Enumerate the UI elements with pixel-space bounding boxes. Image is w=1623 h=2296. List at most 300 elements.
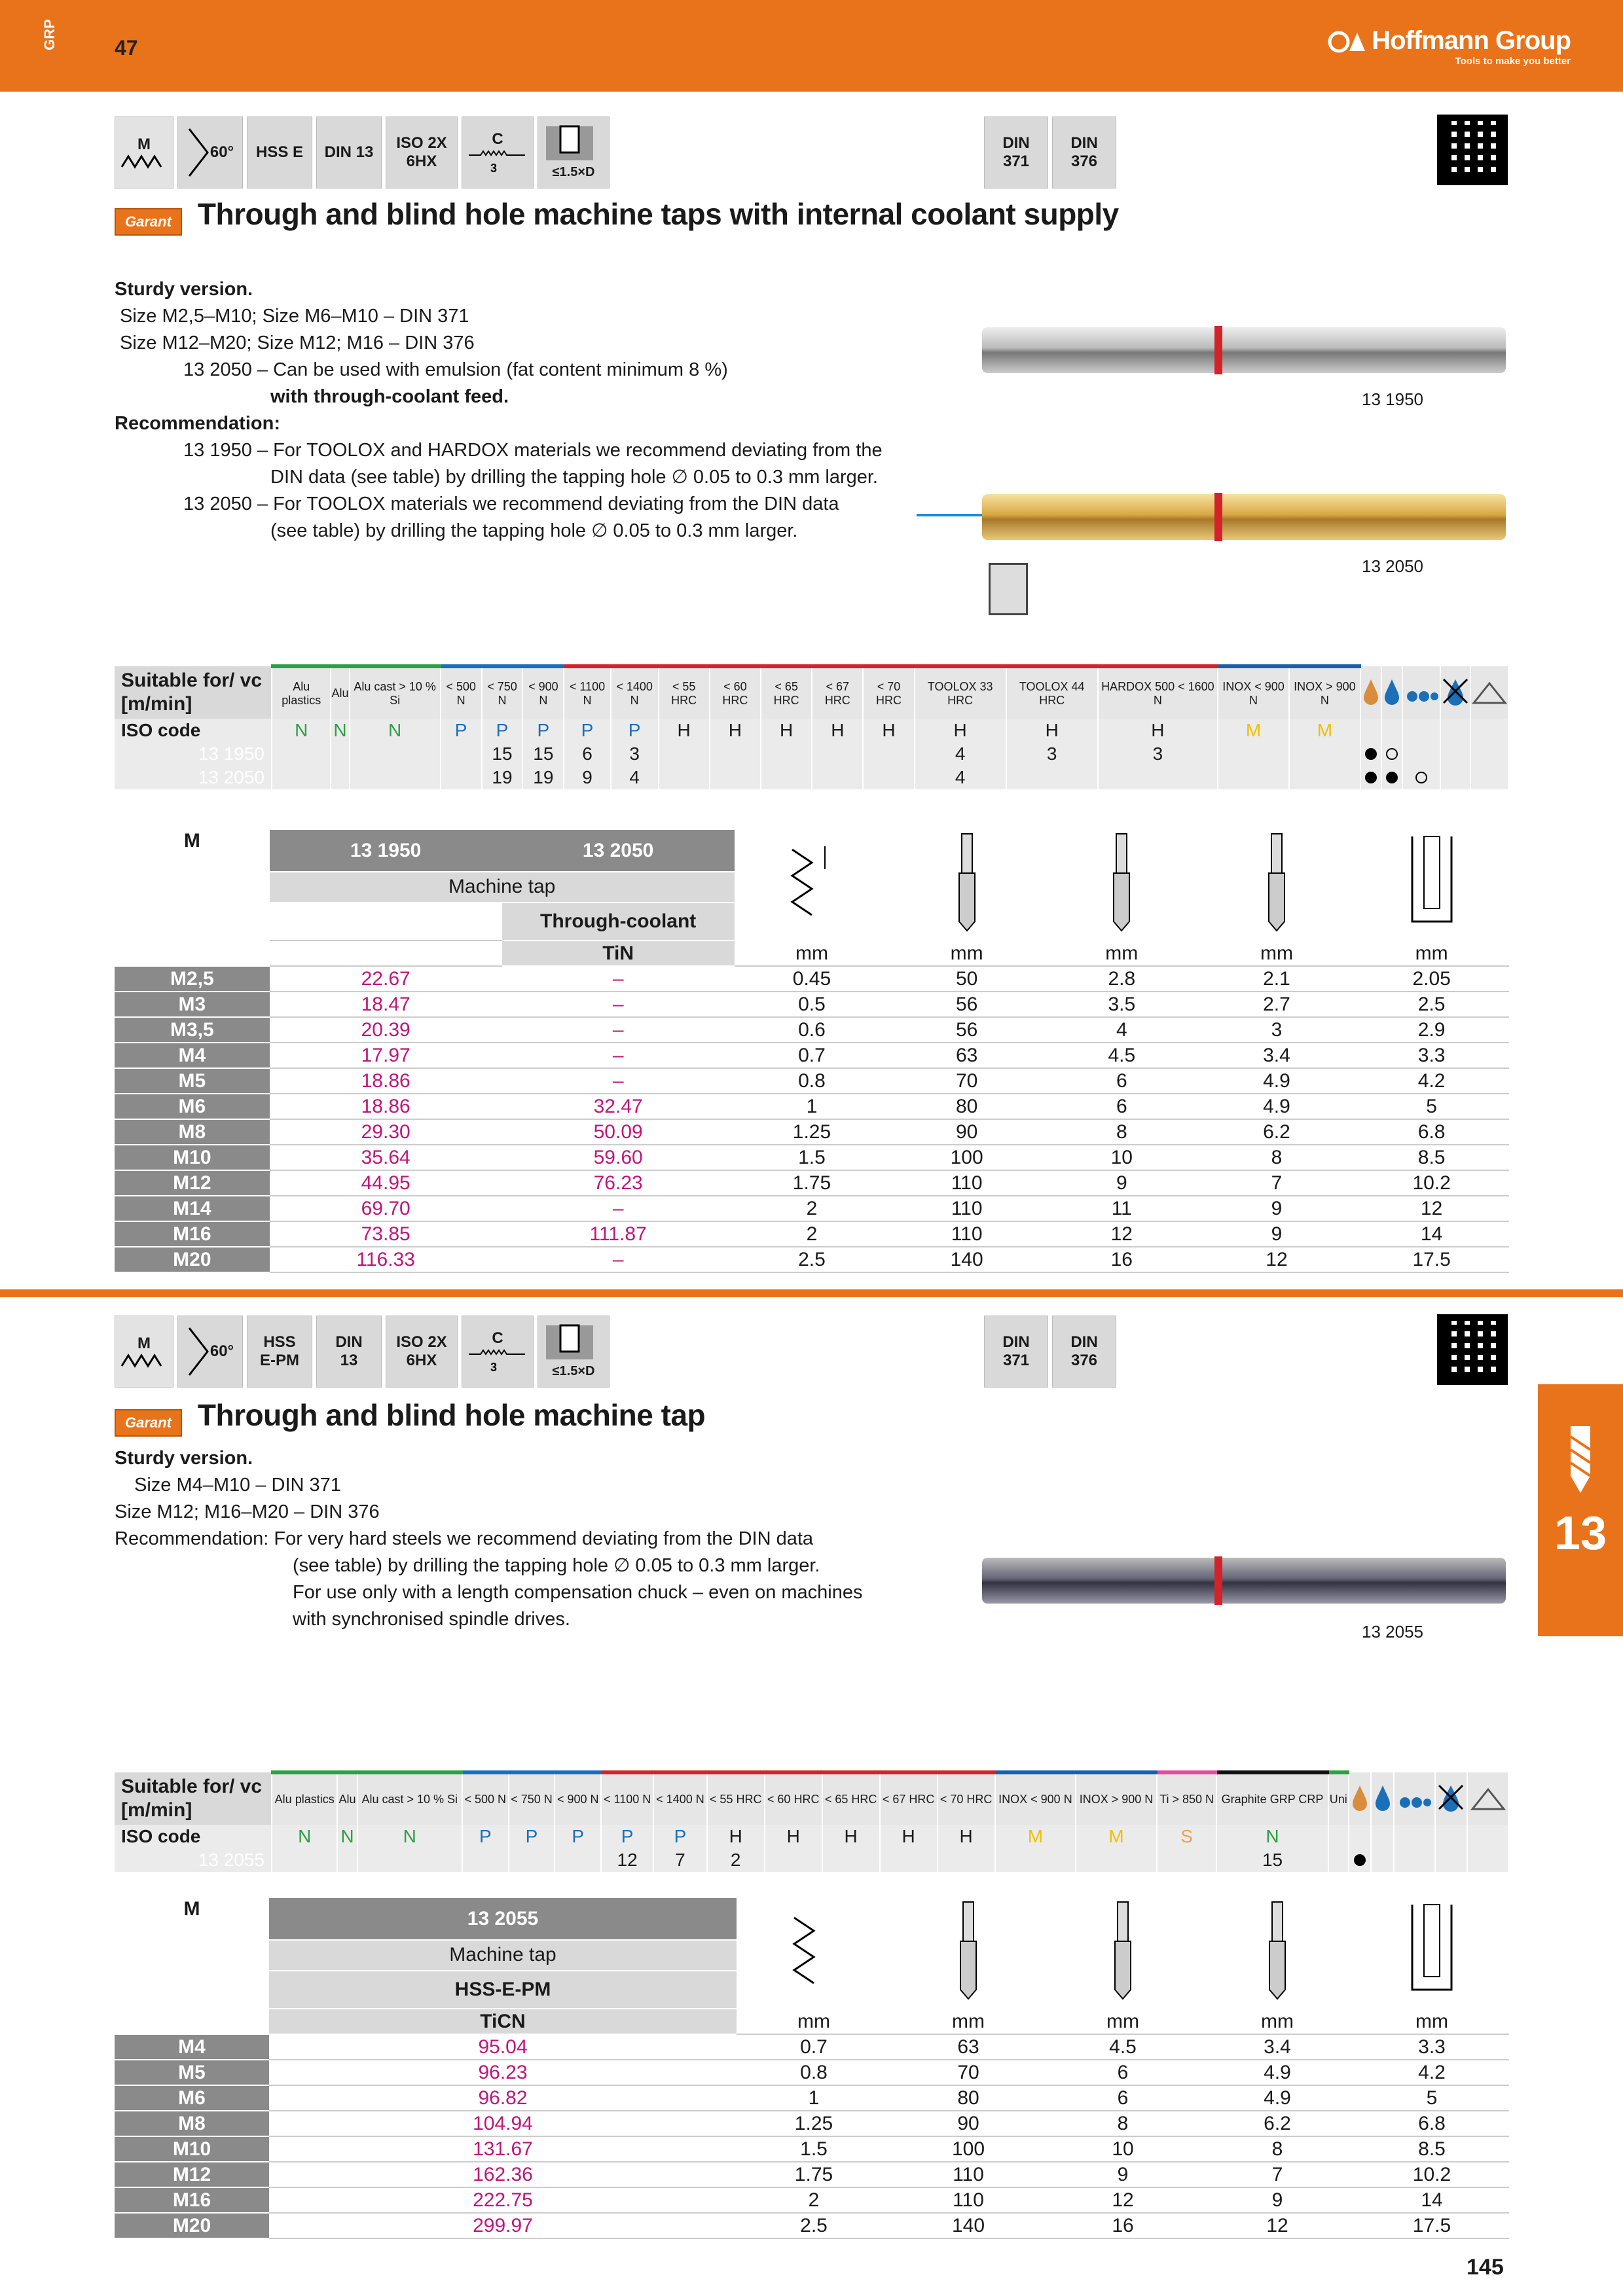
din-371: DIN 371 <box>984 1316 1048 1388</box>
value-cell: 5 <box>1355 2085 1509 2111</box>
value-cell: 63 <box>889 1043 1044 1068</box>
coolant-arrow-icon <box>917 514 982 516</box>
suit-value: 3 <box>611 742 659 766</box>
value-cell: 6.2 <box>1200 2111 1355 2136</box>
price-cell: 69.70 <box>270 1196 502 1221</box>
value-cell: 4 <box>1044 1017 1199 1043</box>
table-row <box>115 2085 1509 2111</box>
tool-image-131950 <box>982 327 1506 373</box>
angle-icon: 60° <box>177 117 243 188</box>
desc-line: Recommendation: For very hard steels we recommend deviating from the DIN data <box>115 1528 814 1549</box>
iso-cell: M <box>1218 719 1289 742</box>
svg-text:3: 3 <box>490 162 498 175</box>
unit: mm <box>1355 2009 1509 2034</box>
suit-col: < 1400 N <box>653 1772 707 1825</box>
value-cell: 9 <box>1199 1196 1355 1221</box>
suit-col: < 55 HRC <box>707 1772 765 1825</box>
iso-cell: H <box>863 719 914 742</box>
value-cell: 2 <box>735 1221 890 1247</box>
spec-symbols-2 <box>115 1316 610 1388</box>
value-cell: 2.7 <box>1199 992 1355 1017</box>
suit-col: Ti > 850 N <box>1157 1772 1217 1825</box>
table-row <box>115 2060 1509 2085</box>
suit-col: < 900 N <box>522 666 564 719</box>
value-cell: 1.25 <box>735 1119 890 1145</box>
suit-value <box>441 766 482 789</box>
value-cell: 10.2 <box>1354 1170 1509 1196</box>
value-cell: 110 <box>889 1170 1044 1196</box>
square-icon <box>1200 1898 1355 2009</box>
chapter-number: 13 <box>1554 1507 1607 1560</box>
coolant-mark <box>1360 742 1381 766</box>
chamfer-c-icon: C 3 <box>462 1316 534 1388</box>
suit-col: < 65 HRC <box>761 666 812 719</box>
brand-logo <box>1327 26 1571 67</box>
blind-hole-icon: ≤1.5×D <box>538 1316 610 1388</box>
brand-tagline: Tools to make you better <box>1455 56 1571 67</box>
value-cell: 12 <box>1354 1196 1509 1221</box>
suit-value <box>272 742 331 766</box>
table-row <box>115 2187 1509 2213</box>
value-cell: 9 <box>1200 2187 1355 2213</box>
suit-value <box>1157 1848 1217 1872</box>
coolant-mark <box>1349 1848 1372 1872</box>
value-cell: 4.9 <box>1199 1094 1355 1119</box>
page-number: 145 <box>1467 2255 1504 2280</box>
value-cell: 12 <box>1044 1221 1199 1247</box>
value-cell: 16 <box>1044 1247 1199 1272</box>
sub-header: Machine tap <box>269 1940 737 1971</box>
product-title-2 <box>115 1397 705 1437</box>
tool-label: 13 1950 <box>1362 389 1423 409</box>
shank-icon <box>1046 1898 1200 2009</box>
value-cell: 4.5 <box>1044 1043 1199 1068</box>
suit-value <box>822 1848 880 1872</box>
desc-line: Sturdy version. <box>115 1448 253 1469</box>
coolant-hole-icon <box>989 563 1028 615</box>
value-cell: 1.5 <box>735 1145 890 1170</box>
din-371: DIN 371 <box>984 117 1048 188</box>
price-cell: 44.95 <box>270 1170 502 1196</box>
chapter-page: 47 <box>115 36 138 60</box>
brand-name: Hoffmann Group <box>1372 26 1571 55</box>
value-cell: 4.9 <box>1199 1068 1355 1094</box>
value-cell: 50 <box>889 966 1044 992</box>
suit-col: < 67 HRC <box>880 1772 938 1825</box>
table-row <box>115 1196 1509 1221</box>
price-cell: 95.04 <box>269 2034 737 2060</box>
iso-cell: N <box>357 1825 462 1848</box>
table-row <box>115 1247 1509 1272</box>
table-row <box>115 2111 1509 2136</box>
value-cell: 7 <box>1200 2162 1355 2187</box>
unit: mm <box>1044 941 1199 966</box>
desc-line: DIN data (see table) by drilling the tapping hole ∅ 0.05 to 0.3 mm larger. <box>270 467 878 488</box>
iso-cell: H <box>761 719 812 742</box>
value-cell: 100 <box>891 2136 1046 2162</box>
suit-col: < 65 HRC <box>822 1772 880 1825</box>
size-cell: M16 <box>115 2187 269 2213</box>
iso-cell: P <box>564 719 610 742</box>
suit-col: INOX < 900 N <box>995 1772 1076 1825</box>
size-cell: M8 <box>115 2111 269 2136</box>
size-cell: M8 <box>115 1119 270 1145</box>
suit-value: 9 <box>564 766 610 789</box>
price-cell: 96.23 <box>269 2060 737 2085</box>
value-cell: 0.6 <box>735 1017 890 1043</box>
oil-drop-icon <box>1381 666 1402 719</box>
table-row <box>115 1017 1509 1043</box>
suit-value <box>659 766 710 789</box>
price-cell: 59.60 <box>502 1145 735 1170</box>
suit-value: 7 <box>653 1848 707 1872</box>
value-cell: 4.5 <box>1046 2034 1200 2060</box>
suit-value <box>880 1848 938 1872</box>
iso-cell <box>1328 1825 1349 1848</box>
iso-cell: N <box>1216 1825 1328 1848</box>
value-cell: 1.25 <box>737 2111 891 2136</box>
iso-cell: N <box>350 719 441 742</box>
suit-col: TOOLOX 33 HRC <box>915 666 1006 719</box>
iso-cell: S <box>1157 1825 1217 1848</box>
coolant-mark <box>1435 1848 1468 1872</box>
desc-line: with through-coolant feed. <box>270 386 509 407</box>
price-cell: 116.33 <box>270 1247 502 1272</box>
price-cell: – <box>502 1068 735 1094</box>
table-row <box>115 1119 1509 1145</box>
value-cell: 10.2 <box>1355 2162 1509 2187</box>
title-text: Through and blind hole machine taps with internal coolant supply <box>197 197 1119 231</box>
size-cell: M5 <box>115 2060 269 2085</box>
value-cell: 70 <box>891 2060 1046 2085</box>
price-cell: 18.86 <box>270 1094 502 1119</box>
suit-value <box>812 742 863 766</box>
value-cell: 2 <box>737 2187 891 2213</box>
size-cell: M10 <box>115 1145 270 1170</box>
suit-col: < 67 HRC <box>812 666 863 719</box>
unit: mm <box>1046 2009 1200 2034</box>
value-cell: 17.5 <box>1354 1247 1509 1272</box>
size-cell: M3,5 <box>115 1017 270 1043</box>
suit-col: < 70 HRC <box>938 1772 995 1825</box>
coolant-mark <box>1402 742 1440 766</box>
suit-value <box>659 742 710 766</box>
coolant-mark <box>1394 1848 1435 1872</box>
price-cell: 50.09 <box>502 1119 735 1145</box>
coating-header: TiCN <box>269 2009 737 2034</box>
suit-value: 4 <box>611 766 659 789</box>
value-cell: 2.5 <box>735 1247 890 1272</box>
suitability-table-1 <box>115 664 1509 789</box>
size-cell: M20 <box>115 1247 270 1272</box>
unit: mm <box>1354 941 1509 966</box>
suit-value <box>337 1848 357 1872</box>
value-cell: 110 <box>889 1196 1044 1221</box>
data-table-2 <box>115 1898 1509 2239</box>
suit-value <box>272 1848 337 1872</box>
value-cell: 8 <box>1044 1119 1199 1145</box>
value-cell: 1 <box>737 2085 891 2111</box>
iso-cell: H <box>915 719 1006 742</box>
coolant-mark <box>1360 766 1381 789</box>
iso-cell: P <box>611 719 659 742</box>
suit-col: < 60 HRC <box>710 666 761 719</box>
suit-value: 19 <box>482 766 523 789</box>
iso-cell: H <box>1098 719 1218 742</box>
price-cell: 73.85 <box>270 1221 502 1247</box>
suit-value <box>1289 742 1360 766</box>
value-cell: 0.7 <box>735 1043 890 1068</box>
pitch-icon <box>737 1898 891 2009</box>
price-cell: 20.39 <box>270 1017 502 1043</box>
din-symbols-2 <box>984 1316 1116 1388</box>
size-cell: M12 <box>115 2162 269 2187</box>
data-table-1 <box>115 830 1509 1273</box>
suit-value <box>1289 766 1360 789</box>
desc-line: Size M12–M20; Size M12; M16 – DIN 376 <box>120 332 475 353</box>
value-cell: 2.05 <box>1354 966 1509 992</box>
size-cell: M6 <box>115 1094 270 1119</box>
value-cell: 11 <box>1044 1196 1199 1221</box>
suit-value <box>1076 1848 1157 1872</box>
coolant-mark <box>1402 766 1440 789</box>
value-cell: 110 <box>889 1221 1044 1247</box>
suit-value: 4 <box>915 766 1006 789</box>
value-cell: 3.5 <box>1044 992 1199 1017</box>
table-row <box>115 1094 1509 1119</box>
value-cell: 100 <box>889 1145 1044 1170</box>
dry-icon <box>1440 666 1470 719</box>
price-cell: 35.64 <box>270 1145 502 1170</box>
unit: mm <box>891 2009 1046 2034</box>
size-cell: M16 <box>115 1221 270 1247</box>
drill-hole-icon <box>1354 830 1509 941</box>
iso-cell: H <box>880 1825 938 1848</box>
value-cell: 140 <box>891 2213 1046 2238</box>
value-cell: 6 <box>1046 2060 1200 2085</box>
value-cell: 9 <box>1046 2162 1200 2187</box>
suit-value: 15 <box>482 742 523 766</box>
desc-line: For use only with a length compensation chuck – even on machines <box>293 1582 863 1603</box>
iso-cell: H <box>659 719 710 742</box>
table-row <box>115 992 1509 1017</box>
price-cell: 222.75 <box>269 2187 737 2213</box>
value-cell: 1 <box>735 1094 890 1119</box>
value-cell: 8 <box>1199 1145 1355 1170</box>
suit-value <box>812 766 863 789</box>
suit-value <box>350 766 441 789</box>
desc-line: Recommendation: <box>115 413 280 434</box>
table-row <box>115 1145 1509 1170</box>
price-cell: 104.94 <box>269 2111 737 2136</box>
value-cell: 0.5 <box>735 992 890 1017</box>
unit: mm <box>1200 2009 1355 2034</box>
price-cell: 299.97 <box>269 2213 737 2238</box>
value-cell: 0.8 <box>735 1068 890 1094</box>
value-cell: 16 <box>1046 2213 1200 2238</box>
coolant-mark <box>1440 742 1470 766</box>
drill-icon <box>1538 1424 1623 1507</box>
section-separator <box>0 1289 1623 1297</box>
qr-code-icon[interactable] <box>1437 115 1508 185</box>
suit-value <box>331 766 349 789</box>
suit-value: 15 <box>522 742 564 766</box>
value-cell: 6 <box>1046 2085 1200 2111</box>
qr-code-icon[interactable] <box>1437 1314 1508 1385</box>
price-cell: 162.36 <box>269 2162 737 2187</box>
suit-value: 12 <box>601 1848 653 1872</box>
suit-col: TOOLOX 44 HRC <box>1006 666 1098 719</box>
suit-value <box>555 1848 601 1872</box>
suit-col: < 1100 N <box>564 666 610 719</box>
suit-col: Uni <box>1328 1772 1349 1825</box>
unit: mm <box>735 941 890 966</box>
price-cell: 111.87 <box>502 1221 735 1247</box>
garant-logo: Garant <box>115 208 182 236</box>
suit-col: Alu cast > 10 % Si <box>350 666 441 719</box>
size-cell: M10 <box>115 2136 269 2162</box>
iso-cell: H <box>765 1825 822 1848</box>
value-cell: 56 <box>889 1017 1044 1043</box>
coolant-mark <box>1470 742 1508 766</box>
value-cell: 63 <box>891 2034 1046 2060</box>
value-cell: 0.7 <box>737 2034 891 2060</box>
oil-drop-icon <box>1371 1772 1394 1825</box>
suit-col: < 1400 N <box>611 666 659 719</box>
m-header: M <box>115 830 270 941</box>
svg-text:3: 3 <box>490 1361 498 1374</box>
table-row <box>115 966 1509 992</box>
value-cell: 17.5 <box>1355 2213 1509 2238</box>
air-icon <box>1467 1772 1508 1825</box>
value-cell: 6.2 <box>1199 1119 1355 1145</box>
coolant-mark <box>1440 766 1470 789</box>
iso-cell: H <box>1006 719 1098 742</box>
value-cell: 12 <box>1199 1247 1355 1272</box>
value-cell: 12 <box>1046 2187 1200 2213</box>
iso-cell: P <box>482 719 523 742</box>
table-row <box>115 1221 1509 1247</box>
filled-dot-icon <box>1365 748 1377 760</box>
price-cell: 96.82 <box>269 2085 737 2111</box>
iso-cell: H <box>812 719 863 742</box>
spec-symbols-1 <box>115 117 610 188</box>
table-row <box>115 1068 1509 1094</box>
suit-col: < 70 HRC <box>863 666 914 719</box>
suit-col: Alu <box>337 1772 357 1825</box>
chamfer-c-icon: C 3 <box>462 117 534 188</box>
value-cell: 8.5 <box>1355 2136 1509 2162</box>
suit-col: < 1100 N <box>601 1772 653 1825</box>
drill-hole-icon <box>1355 1898 1509 2009</box>
iso-cell: N <box>272 1825 337 1848</box>
size-cell: M6 <box>115 2085 269 2111</box>
value-cell: 90 <box>889 1119 1044 1145</box>
suit-value <box>863 766 914 789</box>
value-cell: 9 <box>1044 1170 1199 1196</box>
suit-label: Suitable for/ vc [m/min] <box>115 1772 272 1825</box>
value-cell: 0.45 <box>735 966 890 992</box>
metric-thread-icon: M <box>115 117 173 188</box>
suit-col: < 750 N <box>482 666 523 719</box>
unit: mm <box>889 941 1044 966</box>
size-cell: M20 <box>115 2213 269 2238</box>
value-cell: 0.8 <box>737 2060 891 2085</box>
price-cell: 18.86 <box>270 1068 502 1094</box>
value-cell: 8.5 <box>1354 1145 1509 1170</box>
value-cell: 6 <box>1044 1068 1199 1094</box>
price-cell: 131.67 <box>269 2136 737 2162</box>
iso-cell: N <box>272 719 331 742</box>
iso-cell: M <box>1076 1825 1157 1848</box>
pitch-icon <box>735 830 890 941</box>
size-cell: M12 <box>115 1170 270 1196</box>
price-cell: 29.30 <box>270 1119 502 1145</box>
suit-value <box>509 1848 555 1872</box>
price-cell: 76.23 <box>502 1170 735 1196</box>
unit: mm <box>1199 941 1355 966</box>
iso-label: ISO code <box>115 1825 272 1848</box>
coolant-mark <box>1467 1848 1508 1872</box>
desc-line: with synchronised spindle drives. <box>293 1609 570 1630</box>
suit-value <box>710 766 761 789</box>
suit-col: Alu cast > 10 % Si <box>357 1772 462 1825</box>
value-cell: 2.9 <box>1354 1017 1509 1043</box>
value-cell: 80 <box>889 1094 1044 1119</box>
value-cell: 90 <box>891 2111 1046 2136</box>
iso-cell: P <box>522 719 564 742</box>
value-cell: 2.8 <box>1044 966 1199 992</box>
air-icon <box>1470 666 1508 719</box>
emulsion-drop-icon <box>1349 1772 1372 1825</box>
value-cell: 2.1 <box>1199 966 1355 992</box>
tool-image-132050 <box>982 494 1506 540</box>
article-code: 13 2055 <box>115 1848 272 1872</box>
group-header: 13 2055 <box>269 1898 737 1940</box>
price-cell: – <box>502 1043 735 1068</box>
coolant-mark <box>1381 766 1402 789</box>
dry-icon <box>1435 1772 1468 1825</box>
value-cell: 2.5 <box>737 2213 891 2238</box>
price-cell: 32.47 <box>502 1094 735 1119</box>
tool-label: 13 2050 <box>1362 556 1423 576</box>
suit-value <box>1098 766 1218 789</box>
value-cell: 12 <box>1200 2213 1355 2238</box>
suit-col: INOX > 900 N <box>1076 1772 1157 1825</box>
coating-header: TiN <box>502 941 735 966</box>
open-dot-icon <box>1386 748 1398 760</box>
price-cell: – <box>502 1196 735 1221</box>
filled-dot-icon <box>1354 1854 1366 1866</box>
table-row <box>115 2034 1509 2060</box>
iso-cell: N <box>331 719 349 742</box>
suit-col: < 55 HRC <box>659 666 710 719</box>
value-cell: 110 <box>891 2187 1046 2213</box>
suit-col: Graphite GRP CRP <box>1216 1772 1328 1825</box>
value-cell: 6.8 <box>1354 1119 1509 1145</box>
price-cell: 18.47 <box>270 992 502 1017</box>
chapter-side-tab[interactable] <box>1538 1384 1623 1636</box>
material-hss: HSS E <box>247 117 312 188</box>
table-row <box>115 2136 1509 2162</box>
suit-value <box>357 1848 462 1872</box>
suit-value <box>1218 742 1289 766</box>
garant-logo: Garant <box>115 1409 182 1437</box>
size-cell: M5 <box>115 1068 270 1094</box>
desc-line: Sturdy version. <box>115 279 253 300</box>
tool-label: 13 2055 <box>1362 1622 1423 1641</box>
suit-value: 2 <box>707 1848 765 1872</box>
